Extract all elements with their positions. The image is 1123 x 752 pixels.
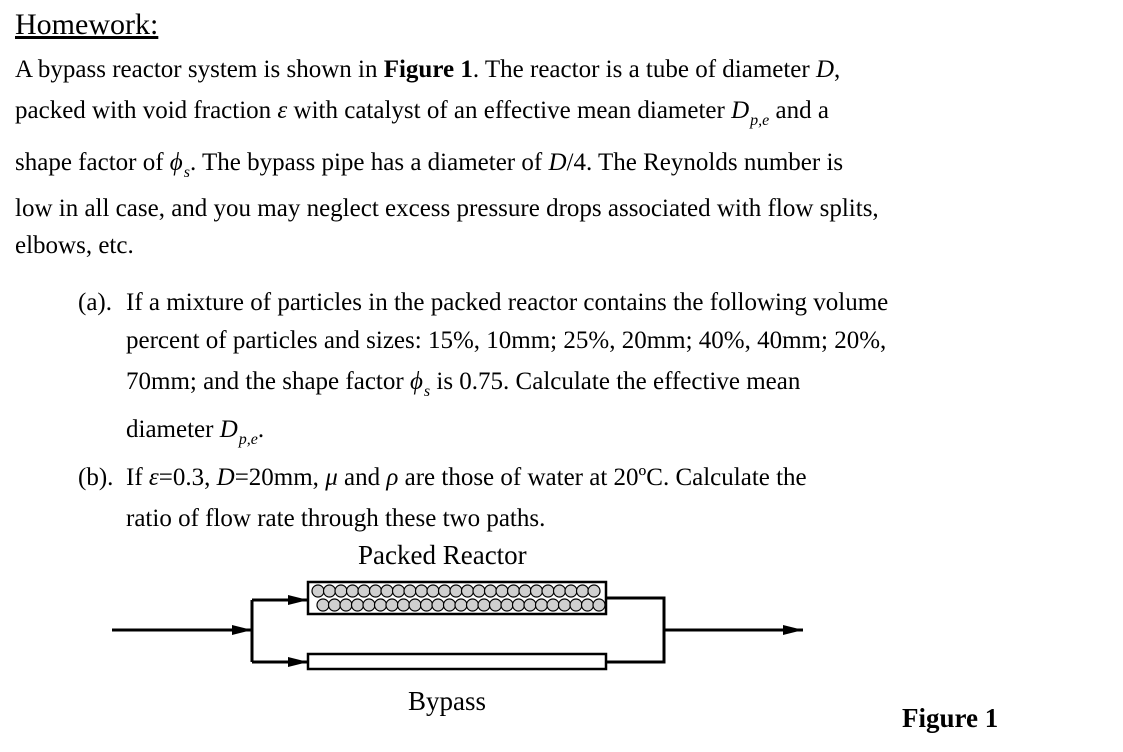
part-b-line-1: If ε=0.3, D=20mm, μ and ρ are those of water at 20ºC. Calculate the — [126, 464, 807, 491]
catalyst-particle — [421, 599, 433, 611]
intro-line-2: packed with void fraction ε with catalyst of an effective mean diameter $D_{p,e}$ and a — [15, 97, 829, 129]
catalyst-particle — [404, 585, 416, 597]
intro-line-1: A bypass reactor system is shown in Figure 1. The reactor is a tube of diameter D, — [15, 56, 841, 83]
catalyst-particle — [416, 585, 428, 597]
catalyst-particle — [467, 599, 479, 611]
catalyst-particle — [524, 599, 536, 611]
catalyst-particle — [513, 599, 525, 611]
catalyst-particle — [559, 599, 571, 611]
part-a-line-2: percent of particles and sizes: 15%, 10mm; 25%, 20mm; 40%, 40mm; 20%, — [126, 327, 887, 354]
catalyst-particle — [455, 599, 467, 611]
catalyst-particle — [398, 599, 410, 611]
catalyst-particle — [450, 585, 462, 597]
catalyst-particle — [386, 599, 398, 611]
catalyst-particle — [582, 599, 594, 611]
catalyst-particle — [531, 585, 543, 597]
figure-label: Figure 1 — [902, 703, 999, 733]
catalyst-particle — [485, 585, 497, 597]
catalyst-particle — [588, 585, 600, 597]
catalyst-particle — [439, 585, 451, 597]
catalyst-particle — [358, 585, 370, 597]
part-a-line-1: If a mixture of particles in the packed reactor contains the following volume — [126, 289, 889, 316]
part-a-label: (a). — [78, 289, 112, 316]
catalyst-particle — [593, 599, 605, 611]
part-a-line-3: 70mm; and the shape factor $\phi_s$ is 0.75. Calculate the effective mean — [126, 368, 801, 400]
part-b-line-2: ratio of flow rate through these two paths. — [126, 505, 546, 532]
catalyst-particle — [352, 599, 364, 611]
catalyst-particle — [393, 585, 405, 597]
outlet-merge-pipe — [606, 598, 664, 662]
catalyst-particle — [409, 599, 421, 611]
catalyst-particle — [490, 599, 502, 611]
part-b-label: (b). — [78, 464, 114, 491]
catalyst-particle — [444, 599, 456, 611]
catalyst-particle — [519, 585, 531, 597]
catalyst-particle — [577, 585, 589, 597]
catalyst-particle — [381, 585, 393, 597]
catalyst-particle — [536, 599, 548, 611]
catalyst-particle — [317, 599, 329, 611]
catalyst-particle — [473, 585, 485, 597]
part-a-line-4: diameter $D_{p,e}$. — [126, 416, 265, 448]
catalyst-particle — [340, 599, 352, 611]
bypass-label: Bypass — [408, 686, 487, 716]
packed-reactor-label: Packed Reactor — [358, 540, 527, 570]
bypass-pipe — [308, 654, 606, 669]
catalyst-particle — [478, 599, 490, 611]
catalyst-particle — [570, 599, 582, 611]
catalyst-particle — [501, 599, 513, 611]
catalyst-particle — [375, 599, 387, 611]
catalyst-particle — [496, 585, 508, 597]
catalyst-particle — [462, 585, 474, 597]
catalyst-particle — [547, 599, 559, 611]
catalyst-particle — [427, 585, 439, 597]
intro-line-4: low in all case, and you may neglect excess pressure drops associated with flow splits, — [15, 195, 879, 222]
homework-title: Homework: — [15, 8, 159, 41]
catalyst-particle — [347, 585, 359, 597]
catalyst-particle — [363, 599, 375, 611]
catalyst-particle — [324, 585, 336, 597]
catalyst-particle — [432, 599, 444, 611]
catalyst-particle — [370, 585, 382, 597]
catalyst-particle — [329, 599, 341, 611]
catalyst-particle — [554, 585, 566, 597]
catalyst-particle — [335, 585, 347, 597]
catalyst-particle — [542, 585, 554, 597]
catalyst-particle — [508, 585, 520, 597]
intro-line-3: shape factor of $\phi_s$. The bypass pipe has a diameter of D/4. The Reynolds number is — [15, 149, 844, 181]
catalyst-particle — [312, 585, 324, 597]
catalyst-particle — [565, 585, 577, 597]
intro-line-5: elbows, etc. — [15, 232, 134, 259]
